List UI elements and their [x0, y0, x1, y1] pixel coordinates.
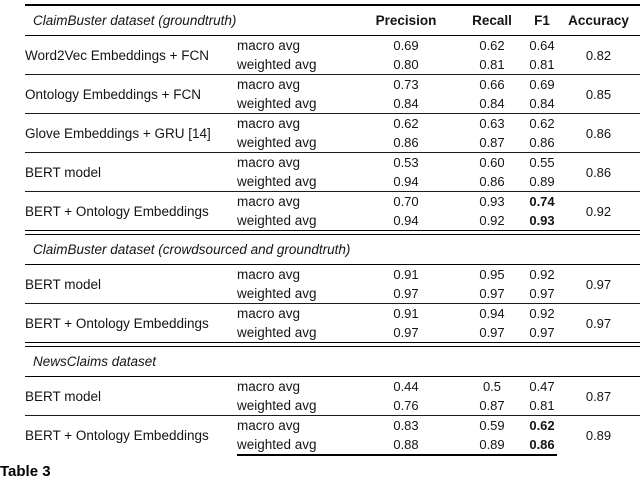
- f1-cell: 0.69: [527, 75, 557, 95]
- precision-cell: 0.97: [393, 286, 419, 301]
- recall-cell: 0.92: [479, 213, 505, 228]
- recall-cell: 0.97: [479, 286, 505, 301]
- accuracy-cell: 0.97: [557, 304, 640, 343]
- precision-cell: 0.91: [393, 267, 419, 282]
- table-row: [25, 416, 640, 436]
- section-header-row: [25, 235, 640, 265]
- column-header-f1: F1: [527, 5, 557, 36]
- f1-cell: 0.47: [529, 379, 555, 394]
- f1-cell: 0.81: [529, 57, 555, 72]
- table-row: [25, 192, 640, 212]
- recall-cell: 0.94: [457, 304, 527, 324]
- model-cell: BERT model: [25, 276, 102, 292]
- avg-type-cell: macro avg: [237, 114, 355, 134]
- avg-type-cell: weighted avg: [237, 57, 317, 72]
- avg-type-cell: weighted avg: [237, 435, 355, 455]
- avg-type-cell: weighted avg: [237, 325, 317, 340]
- precision-cell: 0.97: [393, 325, 419, 340]
- precision-cell: 0.70: [355, 192, 457, 212]
- precision-cell: 0.94: [393, 174, 419, 189]
- f1-cell: 0.62: [527, 114, 557, 134]
- recall-cell: 0.59: [457, 416, 527, 436]
- f1-cell: 0.62: [527, 416, 557, 436]
- section-title: ClaimBuster dataset (crowdsourced and groundtruth): [25, 235, 640, 265]
- accuracy-cell: 0.87: [585, 388, 612, 404]
- precision-cell: 0.44: [393, 379, 419, 394]
- accuracy-cell: 0.92: [557, 192, 640, 231]
- precision-cell: 0.80: [393, 57, 419, 72]
- f1-cell: 0.81: [529, 398, 555, 413]
- model-cell: BERT + Ontology Embeddings: [25, 304, 237, 343]
- accuracy-cell: 0.85: [557, 75, 640, 114]
- results-table-body: [25, 5, 640, 455]
- avg-type-cell: weighted avg: [237, 398, 317, 413]
- avg-type-cell: weighted avg: [237, 135, 317, 150]
- model-cell: Word2Vec Embeddings + FCN: [25, 47, 209, 63]
- precision-cell: 0.53: [355, 153, 457, 173]
- avg-type-cell: macro avg: [237, 38, 301, 53]
- avg-type-cell: weighted avg: [237, 213, 317, 228]
- f1-cell: 0.84: [529, 96, 555, 111]
- f1-cell: 0.74: [527, 192, 557, 212]
- precision-cell: 0.62: [355, 114, 457, 134]
- table-row: [25, 75, 640, 95]
- table-row: [25, 377, 640, 397]
- avg-type-cell: macro avg: [237, 153, 355, 173]
- avg-type-cell: macro avg: [237, 267, 301, 282]
- avg-type-cell: weighted avg: [237, 96, 317, 111]
- table-wrapper: [25, 0, 640, 456]
- section-title: ClaimBuster dataset (groundtruth): [25, 5, 355, 36]
- table-row: [25, 114, 640, 134]
- accuracy-cell: 0.89: [557, 416, 640, 456]
- table-row: [25, 304, 640, 324]
- section-header-row: [25, 347, 640, 377]
- model-cell: BERT + Ontology Embeddings: [25, 416, 237, 456]
- recall-cell: 0.5: [482, 379, 502, 394]
- model-cell: BERT + Ontology Embeddings: [25, 192, 237, 231]
- section-title: NewsClaims dataset: [25, 347, 640, 377]
- recall-cell: 0.89: [457, 435, 527, 455]
- avg-type-cell: weighted avg: [237, 286, 317, 301]
- table-row: [25, 265, 640, 285]
- table-caption: Table 3: [0, 463, 51, 480]
- f1-cell: 0.89: [529, 174, 555, 189]
- f1-cell: 0.86: [529, 135, 555, 150]
- recall-cell: 0.84: [479, 96, 505, 111]
- accuracy-cell: 0.82: [585, 47, 612, 63]
- precision-cell: 0.73: [355, 75, 457, 95]
- recall-cell: 0.63: [457, 114, 527, 134]
- avg-type-cell: weighted avg: [237, 174, 317, 189]
- precision-cell: 0.91: [355, 304, 457, 324]
- recall-cell: 0.93: [457, 192, 527, 212]
- table-row: [25, 153, 640, 173]
- precision-cell: 0.86: [393, 135, 419, 150]
- model-cell: Ontology Embeddings + FCN: [25, 75, 237, 114]
- avg-type-cell: macro avg: [237, 75, 355, 95]
- f1-cell: 0.55: [527, 153, 557, 173]
- f1-cell: 0.97: [529, 286, 555, 301]
- f1-cell: 0.86: [527, 435, 557, 455]
- column-header-accuracy: Accuracy: [557, 5, 640, 36]
- accuracy-cell: 0.86: [557, 114, 640, 153]
- recall-cell: 0.81: [479, 57, 505, 72]
- f1-cell: 0.97: [529, 325, 555, 340]
- recall-cell: 0.66: [457, 75, 527, 95]
- f1-cell: 0.92: [529, 267, 555, 282]
- f1-cell: 0.93: [529, 213, 555, 228]
- accuracy-cell: 0.86: [557, 153, 640, 192]
- recall-cell: 0.60: [457, 153, 527, 173]
- avg-type-cell: macro avg: [237, 192, 355, 212]
- precision-cell: 0.83: [355, 416, 457, 436]
- recall-cell: 0.97: [479, 325, 505, 340]
- model-cell: Glove Embeddings + GRU [14]: [25, 114, 237, 153]
- section-header-row: [25, 5, 640, 36]
- table-row: [25, 36, 640, 56]
- f1-cell: 0.92: [527, 304, 557, 324]
- avg-type-cell: macro avg: [237, 304, 355, 324]
- precision-cell: 0.88: [355, 435, 457, 455]
- column-header-precision: Precision: [355, 5, 457, 36]
- model-cell: BERT model: [25, 153, 237, 192]
- recall-cell: 0.87: [479, 398, 505, 413]
- avg-type-cell: macro avg: [237, 416, 355, 436]
- recall-cell: 0.86: [479, 174, 505, 189]
- model-cell: BERT model: [25, 388, 102, 404]
- precision-cell: 0.84: [393, 96, 419, 111]
- recall-cell: 0.87: [479, 135, 505, 150]
- recall-cell: 0.95: [479, 267, 505, 282]
- precision-cell: 0.69: [393, 38, 419, 53]
- accuracy-cell: 0.97: [585, 276, 612, 292]
- results-table: [25, 4, 640, 456]
- precision-cell: 0.76: [393, 398, 419, 413]
- precision-cell: 0.94: [393, 213, 419, 228]
- recall-cell: 0.62: [479, 38, 505, 53]
- f1-cell: 0.64: [529, 38, 555, 53]
- avg-type-cell: macro avg: [237, 379, 301, 394]
- column-header-recall: Recall: [457, 5, 527, 36]
